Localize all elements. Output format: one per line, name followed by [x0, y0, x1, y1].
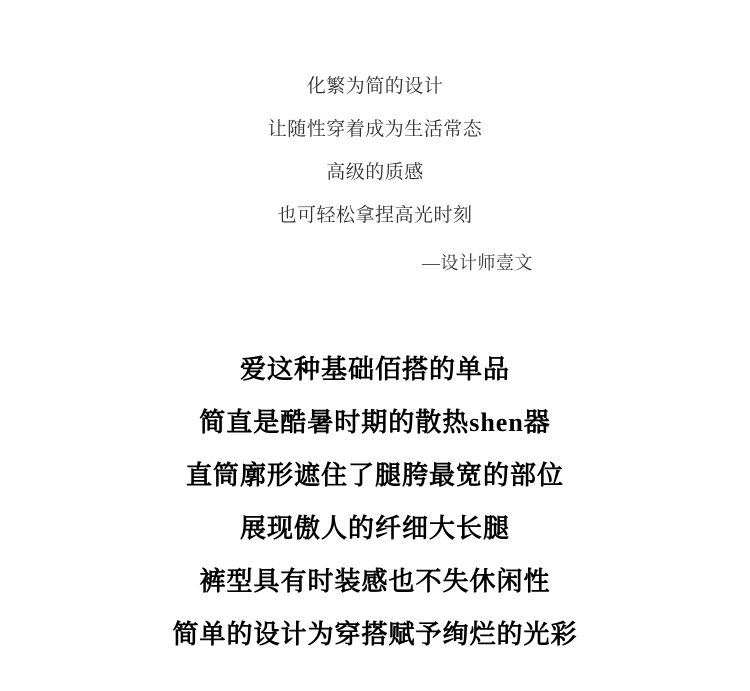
quote-line-2: 让随性穿着成为生活常态: [267, 119, 483, 140]
quote-line-3: 高级的质感: [326, 162, 424, 183]
description-line-6: 简单的设计为穿搭赋予绚烂的光彩: [172, 620, 578, 649]
quote-line-1: 化繁为简的设计: [306, 76, 444, 97]
description-line-2: 简直是酷暑时期的散热shen器: [199, 408, 551, 437]
description-line-4: 展现傲人的纤细大长腿: [239, 514, 510, 543]
quote-signature: —设计师壹文: [422, 253, 533, 273]
designer-quote-section: [0, 65, 750, 285]
product-description-section: [0, 343, 750, 661]
description-line-1: 爱这种基础佰搭的单品: [239, 355, 510, 384]
description-line-3: 直筒廓形遮住了腿胯最宽的部位: [185, 461, 564, 490]
quote-line-4: 也可轻松拿捏高光时刻: [277, 205, 473, 226]
description-line-5: 裤型具有时装感也不失休闲性: [199, 567, 551, 596]
